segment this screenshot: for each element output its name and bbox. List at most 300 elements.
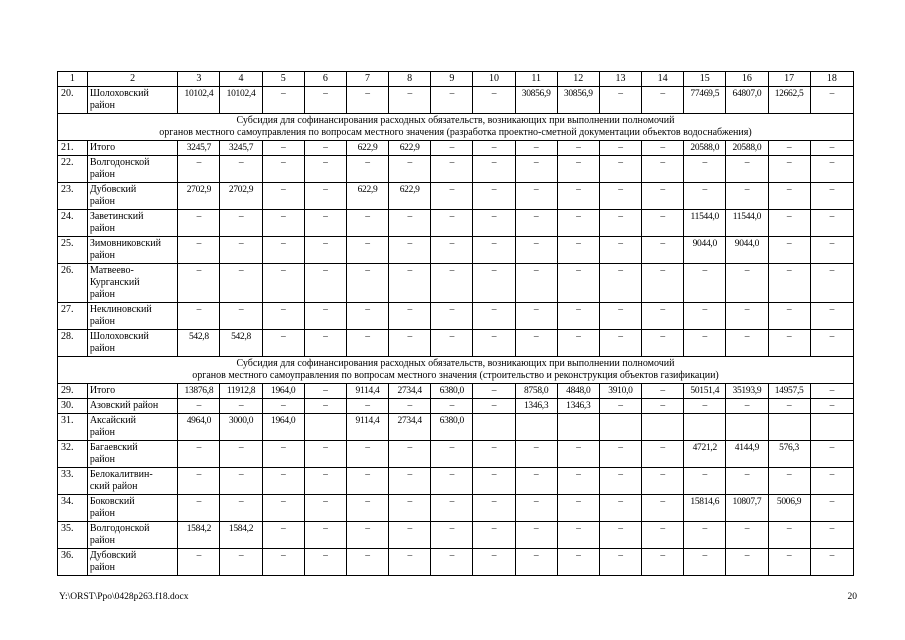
table-cell: – bbox=[768, 399, 810, 414]
table-cell: – bbox=[178, 495, 220, 522]
table-cell: – bbox=[515, 183, 557, 210]
table-cell: – bbox=[304, 384, 346, 399]
table-cell: – bbox=[599, 441, 641, 468]
table-cell: – bbox=[389, 441, 431, 468]
table-cell: – bbox=[304, 156, 346, 183]
table-cell: – bbox=[557, 468, 599, 495]
territory-name-line: район bbox=[89, 454, 115, 465]
table-row bbox=[58, 303, 854, 330]
table-cell: – bbox=[726, 549, 768, 576]
row-territory-name bbox=[87, 183, 178, 210]
row-number: 34. bbox=[58, 495, 88, 522]
table-cell: – bbox=[515, 303, 557, 330]
table-cell: 10807,7 bbox=[726, 495, 768, 522]
table-cell: – bbox=[810, 468, 853, 495]
table-cell bbox=[473, 414, 515, 441]
table-cell: – bbox=[346, 87, 388, 114]
table-cell: – bbox=[473, 303, 515, 330]
column-header: 2 bbox=[87, 72, 178, 87]
table-cell: 2734,4 bbox=[389, 414, 431, 441]
table-row bbox=[58, 414, 854, 441]
table-cell: – bbox=[304, 441, 346, 468]
table-cell: – bbox=[810, 141, 853, 156]
table-cell: – bbox=[262, 495, 304, 522]
table-cell: – bbox=[684, 522, 726, 549]
table-cell: – bbox=[389, 468, 431, 495]
table-cell: – bbox=[304, 237, 346, 264]
table-row bbox=[58, 141, 854, 156]
table-row bbox=[58, 183, 854, 210]
footer-page-number: 20 bbox=[847, 592, 857, 602]
table-row bbox=[58, 441, 854, 468]
territory-name-line: Багаевский bbox=[89, 442, 138, 453]
column-header: 4 bbox=[220, 72, 262, 87]
territory-name-line: Шолоховский bbox=[89, 331, 149, 342]
table-cell: – bbox=[304, 399, 346, 414]
row-number: 24. bbox=[58, 210, 88, 237]
table-cell: 2702,9 bbox=[220, 183, 262, 210]
table-row bbox=[58, 210, 854, 237]
table-row bbox=[58, 384, 854, 399]
table-cell: – bbox=[810, 183, 853, 210]
territory-name-line: Неклиновский bbox=[89, 304, 152, 315]
table-cell: – bbox=[726, 522, 768, 549]
territory-name-line: Заветинский bbox=[89, 211, 144, 222]
column-header: 16 bbox=[726, 72, 768, 87]
table-cell: – bbox=[642, 237, 684, 264]
table-cell: 4848,0 bbox=[557, 384, 599, 399]
table-cell: – bbox=[431, 399, 473, 414]
table-cell: – bbox=[431, 330, 473, 357]
territory-name-line: Азовский район bbox=[89, 400, 159, 411]
table-cell: – bbox=[431, 156, 473, 183]
row-number: 22. bbox=[58, 156, 88, 183]
table-cell: – bbox=[262, 156, 304, 183]
column-header: 10 bbox=[473, 72, 515, 87]
table-cell: 6380,0 bbox=[431, 384, 473, 399]
table-cell: – bbox=[810, 264, 853, 303]
row-territory-name bbox=[87, 141, 178, 156]
row-territory-name bbox=[87, 237, 178, 264]
table-cell: – bbox=[473, 156, 515, 183]
table-cell: – bbox=[642, 87, 684, 114]
table-cell: – bbox=[810, 87, 853, 114]
row-number: 33. bbox=[58, 468, 88, 495]
table-row bbox=[58, 522, 854, 549]
table-cell: – bbox=[642, 141, 684, 156]
table-cell: – bbox=[810, 210, 853, 237]
table-cell: 1964,0 bbox=[262, 414, 304, 441]
table-cell: – bbox=[346, 330, 388, 357]
table-row bbox=[58, 549, 854, 576]
table-cell: – bbox=[220, 264, 262, 303]
header-row bbox=[58, 72, 854, 87]
table-cell: 1346,3 bbox=[515, 399, 557, 414]
table-cell: – bbox=[599, 522, 641, 549]
table-cell: – bbox=[515, 264, 557, 303]
row-number: 25. bbox=[58, 237, 88, 264]
table-cell: – bbox=[599, 549, 641, 576]
territory-name-line: Волгодонской bbox=[89, 523, 150, 534]
table-cell: – bbox=[262, 237, 304, 264]
table-cell bbox=[557, 414, 599, 441]
table-cell: – bbox=[810, 237, 853, 264]
table-cell: – bbox=[304, 549, 346, 576]
territory-name-line: Белокалитвин- bbox=[89, 469, 153, 480]
table-cell: – bbox=[768, 237, 810, 264]
table-cell: – bbox=[389, 87, 431, 114]
table-cell: – bbox=[642, 468, 684, 495]
table-cell: 4964,0 bbox=[178, 414, 220, 441]
territory-name-line: Аксайский bbox=[89, 415, 136, 426]
table-cell: – bbox=[726, 330, 768, 357]
table-cell: – bbox=[262, 399, 304, 414]
row-number: 31. bbox=[58, 414, 88, 441]
table-cell: – bbox=[642, 330, 684, 357]
row-number: 27. bbox=[58, 303, 88, 330]
table-cell: 9044,0 bbox=[726, 237, 768, 264]
territory-name-line: Зимовниковский bbox=[89, 238, 161, 249]
table-cell: – bbox=[473, 87, 515, 114]
table-cell: – bbox=[389, 210, 431, 237]
table-cell: – bbox=[389, 549, 431, 576]
territory-name-line: район bbox=[89, 343, 115, 354]
table-cell: – bbox=[557, 549, 599, 576]
row-territory-name bbox=[87, 441, 178, 468]
table-cell: 2734,4 bbox=[389, 384, 431, 399]
table-cell: – bbox=[346, 522, 388, 549]
table-cell: – bbox=[557, 183, 599, 210]
table-cell: – bbox=[726, 303, 768, 330]
column-header: 18 bbox=[810, 72, 853, 87]
table-cell: – bbox=[810, 399, 853, 414]
table-cell: – bbox=[431, 210, 473, 237]
table-cell: – bbox=[599, 468, 641, 495]
table-cell: – bbox=[304, 495, 346, 522]
table-cell: – bbox=[178, 549, 220, 576]
table-cell: – bbox=[557, 495, 599, 522]
table-cell: 10102,4 bbox=[178, 87, 220, 114]
row-territory-name bbox=[87, 468, 178, 495]
table-cell: – bbox=[389, 522, 431, 549]
table-cell: – bbox=[304, 183, 346, 210]
table-cell: – bbox=[178, 237, 220, 264]
row-number: 26. bbox=[58, 264, 88, 303]
table-cell: – bbox=[515, 156, 557, 183]
table-cell: – bbox=[346, 156, 388, 183]
table-cell: – bbox=[810, 441, 853, 468]
table-cell: 20588,0 bbox=[726, 141, 768, 156]
table-cell: – bbox=[473, 210, 515, 237]
territory-name-line: район bbox=[89, 316, 115, 327]
table-cell: 6380,0 bbox=[431, 414, 473, 441]
column-header: 1 bbox=[58, 72, 88, 87]
table-cell: – bbox=[346, 495, 388, 522]
table-cell: – bbox=[726, 264, 768, 303]
section-title-row bbox=[58, 357, 854, 384]
territory-name-line: Матвеево- bbox=[89, 265, 134, 276]
territory-name-line: район bbox=[89, 562, 115, 573]
table-cell: – bbox=[220, 210, 262, 237]
table-cell: 11912,8 bbox=[220, 384, 262, 399]
data-table bbox=[57, 71, 854, 576]
table-cell: 542,8 bbox=[178, 330, 220, 357]
table-cell: 50151,4 bbox=[684, 384, 726, 399]
table-cell bbox=[642, 414, 684, 441]
table-cell: – bbox=[431, 183, 473, 210]
territory-name-line: район bbox=[89, 427, 115, 438]
section-title bbox=[58, 114, 854, 141]
table-cell: 20588,0 bbox=[684, 141, 726, 156]
table-cell: – bbox=[220, 495, 262, 522]
table-cell: – bbox=[810, 303, 853, 330]
territory-name-line: район bbox=[89, 223, 115, 234]
table-cell: – bbox=[262, 303, 304, 330]
table-cell: 542,8 bbox=[220, 330, 262, 357]
territory-name-line: Дубовский bbox=[89, 184, 137, 195]
row-number: 21. bbox=[58, 141, 88, 156]
row-number: 35. bbox=[58, 522, 88, 549]
table-row bbox=[58, 156, 854, 183]
table-cell: – bbox=[684, 303, 726, 330]
table-cell: – bbox=[768, 549, 810, 576]
table-cell: – bbox=[515, 330, 557, 357]
table-cell: – bbox=[431, 264, 473, 303]
table-cell: – bbox=[810, 384, 853, 399]
territory-name-line: Итого bbox=[89, 142, 116, 153]
row-territory-name bbox=[87, 330, 178, 357]
territory-name-line: Курганский bbox=[89, 277, 140, 288]
table-cell: – bbox=[178, 264, 220, 303]
table-cell: – bbox=[599, 156, 641, 183]
table-cell: – bbox=[346, 303, 388, 330]
footer-file-path: Y:\ORST\Ppo\0428p263.f18.docx bbox=[59, 592, 189, 602]
table-cell: – bbox=[768, 264, 810, 303]
territory-name-line: район bbox=[89, 250, 115, 261]
table-cell: – bbox=[726, 399, 768, 414]
table-cell: – bbox=[473, 441, 515, 468]
table-cell: 622,9 bbox=[389, 183, 431, 210]
table-cell: – bbox=[431, 141, 473, 156]
section-title bbox=[58, 357, 854, 384]
table-cell: 622,9 bbox=[346, 141, 388, 156]
table-cell: 3000,0 bbox=[220, 414, 262, 441]
table-cell: – bbox=[515, 210, 557, 237]
table-cell: – bbox=[346, 549, 388, 576]
table-cell: – bbox=[389, 156, 431, 183]
column-header: 14 bbox=[642, 72, 684, 87]
table-cell: – bbox=[515, 522, 557, 549]
table-cell: – bbox=[768, 183, 810, 210]
table-cell: 9114,4 bbox=[346, 384, 388, 399]
table-cell: – bbox=[515, 468, 557, 495]
territory-name-line: Итого bbox=[89, 385, 116, 396]
table-cell: – bbox=[389, 237, 431, 264]
row-territory-name bbox=[87, 87, 178, 114]
table-cell: – bbox=[431, 441, 473, 468]
table-cell: – bbox=[389, 495, 431, 522]
table-cell: – bbox=[726, 156, 768, 183]
table-row bbox=[58, 399, 854, 414]
table-cell: 8758,0 bbox=[515, 384, 557, 399]
table-cell: – bbox=[389, 399, 431, 414]
table-cell: 9044,0 bbox=[684, 237, 726, 264]
table-cell: – bbox=[642, 441, 684, 468]
table-cell: – bbox=[220, 399, 262, 414]
table-cell: – bbox=[642, 183, 684, 210]
territory-name-line: район bbox=[89, 535, 115, 546]
table-cell: 30856,9 bbox=[557, 87, 599, 114]
table-row bbox=[58, 330, 854, 357]
table-cell: – bbox=[220, 468, 262, 495]
table-cell: – bbox=[346, 399, 388, 414]
table-cell: 576,3 bbox=[768, 441, 810, 468]
section-title-line: Субсидия для софинансирования расходных обязательств, возникающих при выполнении полномочий bbox=[236, 115, 675, 126]
row-number: 29. bbox=[58, 384, 88, 399]
table-cell: – bbox=[262, 441, 304, 468]
table-cell: – bbox=[262, 468, 304, 495]
table-cell: – bbox=[599, 399, 641, 414]
row-territory-name bbox=[87, 414, 178, 441]
table-cell: – bbox=[431, 87, 473, 114]
table-cell: 64807,0 bbox=[726, 87, 768, 114]
table-cell: – bbox=[810, 156, 853, 183]
table-cell bbox=[768, 414, 810, 441]
table-cell: – bbox=[304, 87, 346, 114]
table-cell: – bbox=[515, 495, 557, 522]
table-cell: – bbox=[220, 156, 262, 183]
row-number: 23. bbox=[58, 183, 88, 210]
table-cell: – bbox=[346, 210, 388, 237]
table-cell: – bbox=[262, 141, 304, 156]
row-number: 28. bbox=[58, 330, 88, 357]
territory-name-line: Шолоховский bbox=[89, 88, 149, 99]
column-header: 7 bbox=[346, 72, 388, 87]
table-cell: – bbox=[557, 441, 599, 468]
table-cell: – bbox=[726, 183, 768, 210]
table-cell: – bbox=[642, 210, 684, 237]
row-number: 20. bbox=[58, 87, 88, 114]
table-cell: – bbox=[431, 303, 473, 330]
column-header: 13 bbox=[599, 72, 641, 87]
row-territory-name bbox=[87, 264, 178, 303]
table-cell: – bbox=[178, 399, 220, 414]
column-header: 5 bbox=[262, 72, 304, 87]
table-cell: – bbox=[389, 303, 431, 330]
table-cell: – bbox=[642, 399, 684, 414]
table-cell: – bbox=[768, 210, 810, 237]
table-cell: – bbox=[178, 210, 220, 237]
section-title-line: органов местного самоуправления по вопросам местного значения (строительство и реконструкция объектов газификации) bbox=[192, 370, 719, 381]
table-cell bbox=[810, 414, 853, 441]
table-cell: 12662,5 bbox=[768, 87, 810, 114]
table-cell: – bbox=[557, 303, 599, 330]
column-header: 15 bbox=[684, 72, 726, 87]
table-cell: – bbox=[346, 264, 388, 303]
table-cell: – bbox=[599, 495, 641, 522]
table-cell: – bbox=[473, 399, 515, 414]
table-row bbox=[58, 264, 854, 303]
table-cell: 1584,2 bbox=[220, 522, 262, 549]
table-cell: – bbox=[431, 549, 473, 576]
table-cell: – bbox=[557, 237, 599, 264]
table-cell: – bbox=[642, 156, 684, 183]
table-cell: 3245,7 bbox=[178, 141, 220, 156]
table-cell: – bbox=[557, 330, 599, 357]
table-cell: – bbox=[599, 303, 641, 330]
section-title-line: органов местного самоуправления по вопросам местного значения (разработка проектно-сметной документации объектов водоснабжения) bbox=[159, 127, 752, 138]
table-cell: – bbox=[262, 330, 304, 357]
row-territory-name bbox=[87, 303, 178, 330]
table-cell: – bbox=[262, 87, 304, 114]
table-cell bbox=[726, 414, 768, 441]
column-header: 12 bbox=[557, 72, 599, 87]
table-cell: – bbox=[768, 141, 810, 156]
territory-name-line: ский район bbox=[89, 481, 138, 492]
table-cell: – bbox=[262, 210, 304, 237]
table-cell: 3910,0 bbox=[599, 384, 641, 399]
table-cell: – bbox=[599, 141, 641, 156]
row-territory-name bbox=[87, 384, 178, 399]
table-cell: – bbox=[684, 156, 726, 183]
table-row bbox=[58, 237, 854, 264]
table-cell: – bbox=[304, 210, 346, 237]
table-cell: – bbox=[389, 330, 431, 357]
table-cell: 1584,2 bbox=[178, 522, 220, 549]
table-cell: – bbox=[515, 237, 557, 264]
territory-name-line: район bbox=[89, 169, 115, 180]
table-cell: – bbox=[178, 156, 220, 183]
territory-name-line: район bbox=[89, 508, 115, 519]
table-cell: – bbox=[642, 264, 684, 303]
territory-name-line: Боковский bbox=[89, 496, 135, 507]
table-cell: – bbox=[304, 264, 346, 303]
table-cell: – bbox=[304, 303, 346, 330]
row-number: 32. bbox=[58, 441, 88, 468]
table-cell: – bbox=[684, 264, 726, 303]
territory-name-line: район bbox=[89, 196, 115, 207]
table-cell: – bbox=[389, 264, 431, 303]
column-header: 17 bbox=[768, 72, 810, 87]
table-cell bbox=[599, 414, 641, 441]
table-cell: – bbox=[473, 495, 515, 522]
table-cell: – bbox=[684, 183, 726, 210]
table-cell: – bbox=[262, 549, 304, 576]
table-cell: 15814,6 bbox=[684, 495, 726, 522]
table-row bbox=[58, 87, 854, 114]
table-cell: – bbox=[810, 549, 853, 576]
table-cell: – bbox=[768, 330, 810, 357]
table-cell: – bbox=[599, 264, 641, 303]
column-header: 3 bbox=[178, 72, 220, 87]
table-cell: – bbox=[346, 468, 388, 495]
table-cell: 9114,4 bbox=[346, 414, 388, 441]
row-territory-name bbox=[87, 399, 178, 414]
table-cell bbox=[515, 414, 557, 441]
table-cell: – bbox=[178, 441, 220, 468]
table-cell: – bbox=[810, 522, 853, 549]
section-title-row bbox=[58, 114, 854, 141]
table-cell: – bbox=[684, 468, 726, 495]
table-cell: – bbox=[599, 210, 641, 237]
table-cell: – bbox=[178, 303, 220, 330]
table-cell: – bbox=[431, 468, 473, 495]
table-cell: 13876,8 bbox=[178, 384, 220, 399]
table-cell: – bbox=[473, 384, 515, 399]
table-cell: 1346,3 bbox=[557, 399, 599, 414]
table-cell: – bbox=[473, 330, 515, 357]
table-cell: – bbox=[346, 441, 388, 468]
